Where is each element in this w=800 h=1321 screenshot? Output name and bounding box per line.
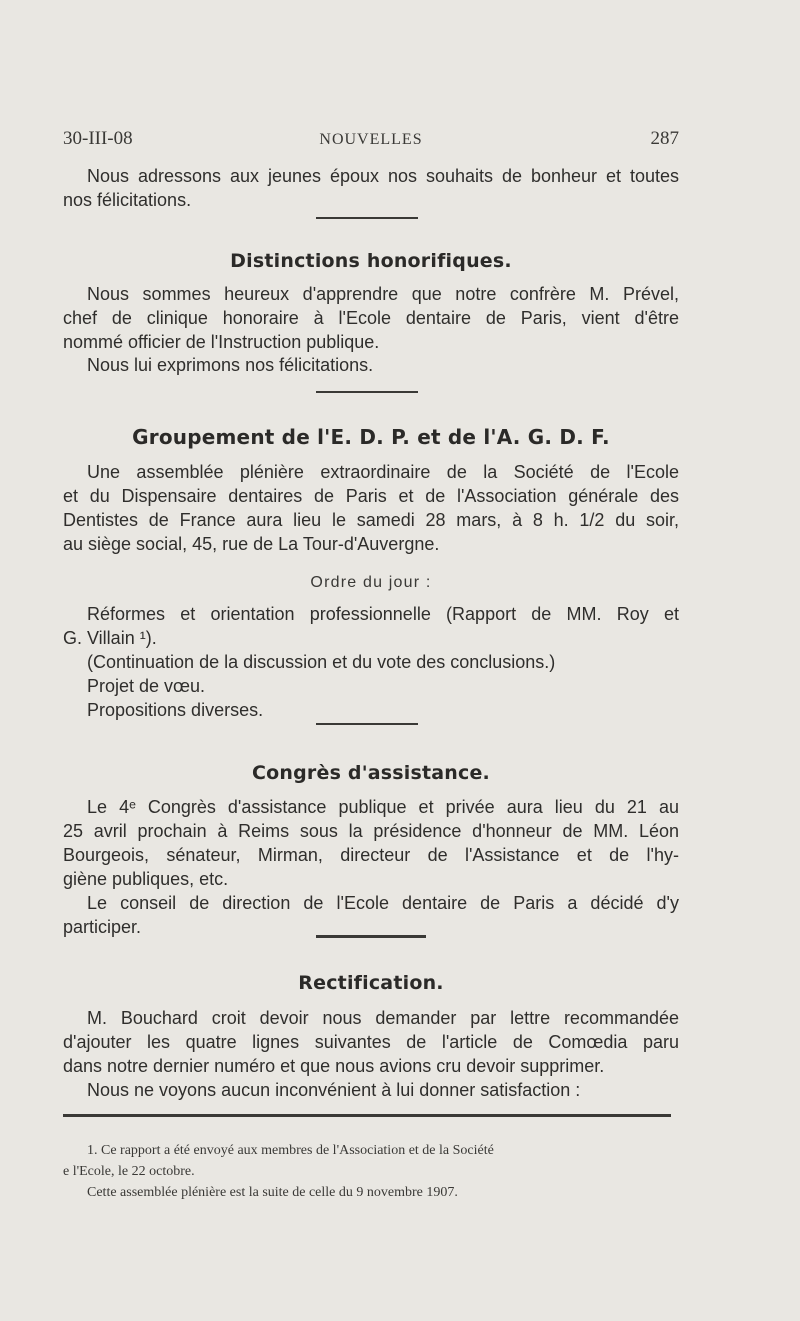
text-line: chef de clinique honoraire à l'Ecole dentaire de Paris, vient d'être: [63, 308, 679, 328]
footnote-separator: [63, 1114, 671, 1117]
text-line: au siège social, 45, rue de La Tour-d'Auvergne.: [63, 534, 440, 554]
page-number: 287: [650, 128, 679, 149]
text-line: giène publiques, etc.: [63, 869, 229, 889]
section-heading: Rectification.: [298, 972, 444, 994]
footnote-line: 1. Ce rapport a été envoyé aux membres de l'Association et de la Société: [87, 1143, 494, 1158]
text-line: d'ajouter les quatre lignes suivantes de l'article de Comœdia paru: [63, 1032, 679, 1052]
text-line: Nous lui exprimons nos félicitations.: [87, 355, 374, 375]
agenda-item: Propositions diverses.: [87, 700, 264, 720]
text-line: Dentistes de France aura lieu le samedi 28 mars, à 8 h. 1/2 du soir,: [63, 510, 679, 530]
paragraph: [63, 891, 679, 939]
section-heading: Distinctions honorifiques.: [230, 250, 512, 272]
header-date: 30-III-08: [63, 128, 133, 149]
text-line: dans notre dernier numéro et que nous avions cru devoir supprimer.: [63, 1056, 605, 1076]
text-line: Bourgeois, sénateur, Mirman, directeur de l'Assistance et de l'hy-: [63, 845, 679, 865]
agenda-item: G. Villain ¹).: [63, 628, 157, 648]
text-line: 25 avril prochain à Reims sous la présidence d'honneur de MM. Léon: [63, 821, 679, 841]
intro-paragraph: [63, 164, 679, 212]
text-line: Nous ne voyons aucun inconvénient à lui donner satisfaction :: [87, 1080, 581, 1100]
footnotes: [63, 1140, 679, 1203]
paragraph: [63, 795, 679, 891]
section-divider: [316, 217, 418, 219]
paragraph: [63, 460, 679, 556]
text-line: nos félicitations.: [63, 190, 192, 210]
text-line: Le 4ᵉ Congrès d'assistance publique et privée aura lieu du 21 au: [87, 797, 679, 817]
agenda-item: (Continuation de la discussion et du vote des conclusions.): [87, 652, 556, 672]
agenda-item: Projet de vœu.: [87, 676, 206, 696]
agenda-list: [63, 602, 679, 722]
text-line: nommé officier de l'Instruction publique.: [63, 332, 380, 352]
section-divider: [316, 723, 418, 725]
text-line: participer.: [63, 917, 142, 937]
text-line: M. Bouchard croit devoir nous demander par lettre recommandée: [87, 1008, 679, 1028]
section-divider: [316, 391, 418, 393]
section-heading: Groupement de l'E. D. P. et de l'A. G. D. F.: [132, 425, 610, 449]
section-heading: Congrès d'assistance.: [252, 762, 490, 784]
agenda-item: Réformes et orientation professionnelle (Rapport de MM. Roy et: [87, 604, 679, 624]
text-line: Nous adressons aux jeunes époux nos souhaits de bonheur et toutes: [87, 166, 679, 186]
paragraph: [63, 1078, 679, 1102]
running-head: [63, 128, 679, 156]
header-section: NOUVELLES: [319, 131, 423, 148]
text-line: Le conseil de direction de l'Ecole dentaire de Paris a décidé d'y: [87, 893, 679, 913]
paragraph: [63, 1006, 679, 1078]
agenda-heading: Ordre du jour :: [310, 574, 432, 591]
text-line: et du Dispensaire dentaires de Paris et de l'Association générale des: [63, 486, 679, 506]
text-line: Nous sommes heureux d'apprendre que notre confrère M. Prével,: [87, 284, 679, 304]
paragraph: [63, 353, 679, 377]
text-line: Une assemblée plénière extraordinaire de la Société de l'Ecole: [87, 462, 679, 482]
footnote-line: e l'Ecole, le 22 octobre.: [63, 1164, 195, 1179]
footnote-line: Cette assemblée plénière est la suite de celle du 9 novembre 1907.: [87, 1185, 458, 1200]
paragraph: [63, 282, 679, 354]
section-divider: [316, 935, 426, 938]
